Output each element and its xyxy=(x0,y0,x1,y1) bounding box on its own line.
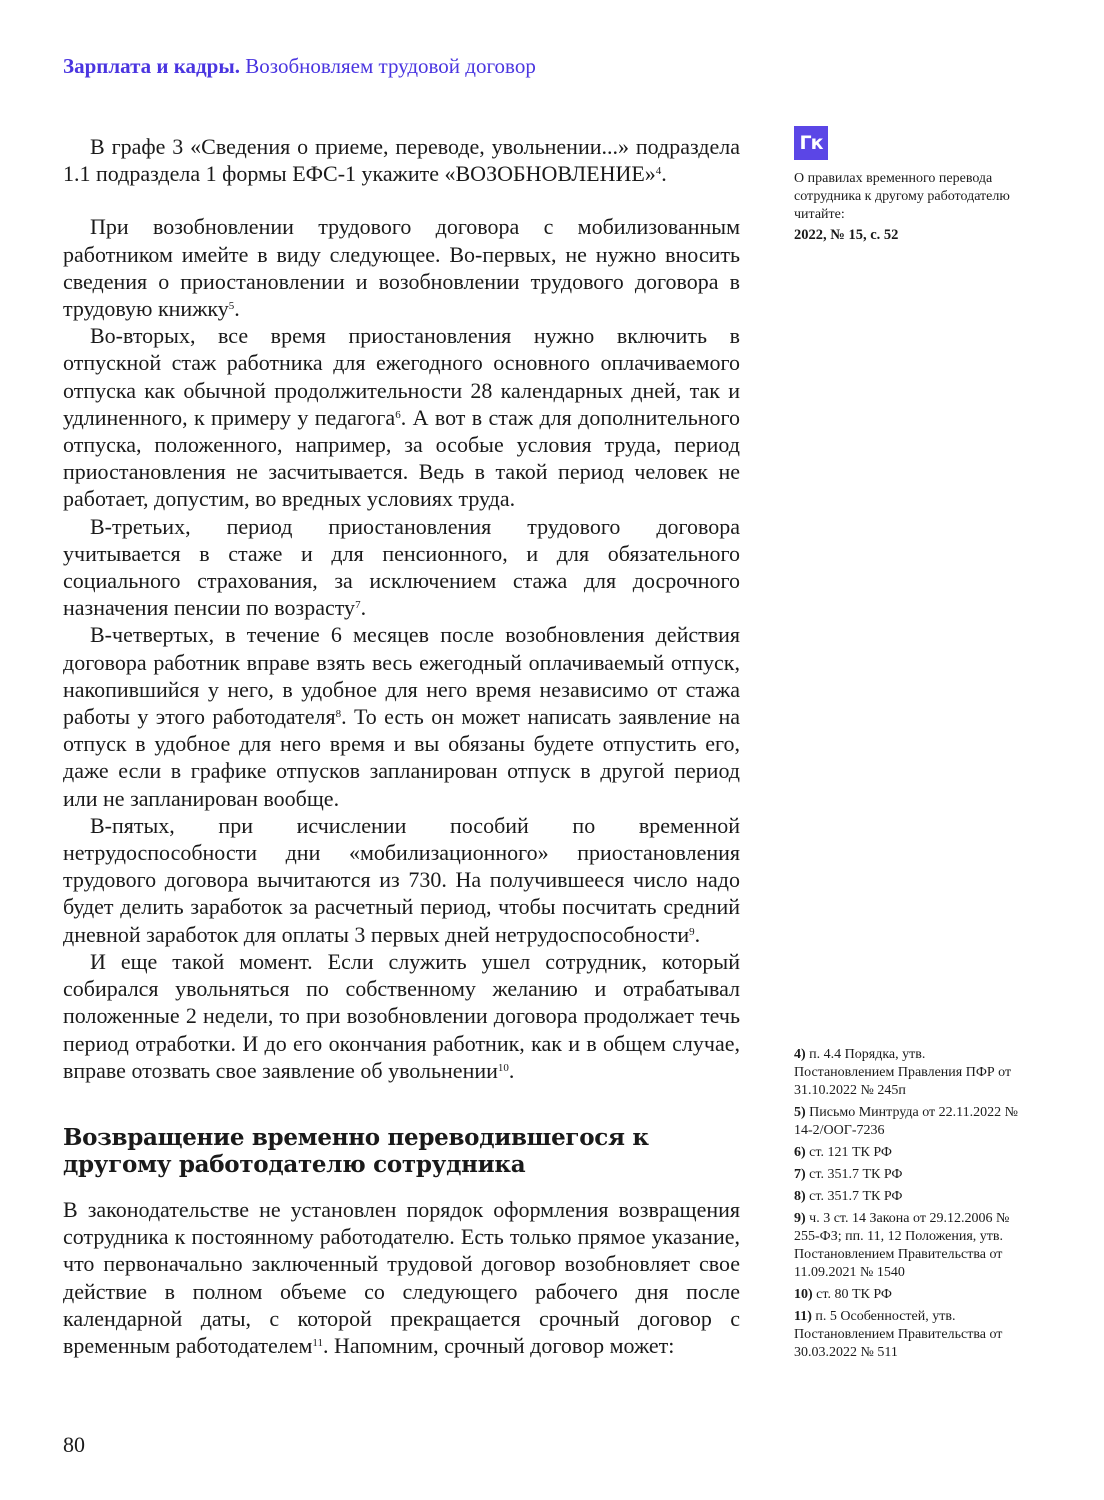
body-text xyxy=(63,133,740,1084)
running-header xyxy=(63,54,536,79)
footnote-number: 5) xyxy=(794,1105,806,1120)
paragraph-text: В-четвертых, в течение 6 месяцев после возобновления действия договора работник вправе взять весь ежегодный оплачиваемый отпуск, накопившийся у него, в удобное для него время независимо от стажа работы у этого работодателя xyxy=(63,622,740,730)
footnote-number: 8) xyxy=(794,1189,806,1204)
paragraph xyxy=(63,133,740,187)
sidebar-reference xyxy=(794,170,1024,244)
paragraph-text: В-третьих, период приостановления трудового договора учитывается в стаже и для пенсионного, и для обязательного социального страхования, за исключением стажа для досрочного назначения пенсии по возрасту xyxy=(63,513,740,621)
paragraph-text: . xyxy=(234,296,240,322)
footnote xyxy=(794,1144,1024,1162)
section-heading: Возвращение временно переводившегося к другому работодателю сотрудника xyxy=(63,1123,649,1178)
footnote-number: 10) xyxy=(794,1287,813,1302)
paragraph-text: И еще такой момент. Если служить ушел сотрудник, который собирался увольняться по собственному желанию и отрабатывал положенные 2 недели, то при возобновлении договора продолжает течь период отработки. И до его окончания работник, как и в общем случае, вправе отозвать свое заявление об увольнении xyxy=(63,948,740,1083)
footnote-text: Письмо Минтруда от 22.11.2022 № 14-2/ООГ-7236 xyxy=(794,1105,1018,1138)
body-text-after-heading xyxy=(63,1196,740,1359)
paragraph-text: . Напомним, срочный договор может: xyxy=(322,1332,675,1358)
paragraph-text: . А вот в стаж для дополнительного отпуска, положенного, например, за особые условия труда, период приостановления не засчитывается. Ведь в такой период человек не работает, допустим, во вредных условиях труда. xyxy=(63,404,740,512)
footnote xyxy=(794,1166,1024,1184)
footnote-text: п. 4.4 Порядка, утв. Постановлением Правления ПФР от 31.10.2022 № 245п xyxy=(794,1047,1012,1098)
main-column xyxy=(63,133,740,1359)
paragraph xyxy=(63,322,740,512)
paragraph xyxy=(63,812,740,948)
footnote-text: ч. 3 ст. 14 Закона от 29.12.2006 № 255-ФЗ; пп. 11, 12 Положения, утв. Постановлением Правительства от 11.09.2021 № 1540 xyxy=(794,1211,1010,1280)
footnote-marker: 10 xyxy=(497,1061,509,1074)
magazine-logo-icon: Гк xyxy=(794,126,828,160)
footnote-number: 9) xyxy=(794,1211,806,1226)
paragraph xyxy=(63,948,740,1084)
footnote-marker: 6 xyxy=(395,408,401,421)
paragraph xyxy=(63,213,740,322)
paragraph-text: . xyxy=(360,595,367,621)
footnote xyxy=(794,1308,1024,1362)
footnote xyxy=(794,1210,1024,1282)
paragraph-text: . xyxy=(694,921,701,947)
footnote-marker: 4 xyxy=(655,165,662,178)
footnote-text: ст. 80 ТК РФ xyxy=(816,1287,892,1302)
paragraph-text: В графе 3 «Сведения о приеме, переводе, увольнении...» подраздела 1.1 подраздела 1 формы ЕФС-1 укажите «ВОЗОБНОВЛЕНИЕ» xyxy=(63,134,740,187)
reference-text: О правилах временного перевода сотрудника к другому работодателю читайте: xyxy=(794,171,1010,222)
footnote-marker: 5 xyxy=(228,300,235,313)
footnote xyxy=(794,1188,1024,1206)
section-name: Зарплата и кадры. xyxy=(63,54,241,78)
paragraph xyxy=(63,1196,740,1359)
footnote-text: ст. 351.7 ТК РФ xyxy=(809,1189,903,1204)
paragraph xyxy=(63,513,740,622)
paragraph xyxy=(63,621,740,811)
footnote-number: 11) xyxy=(794,1309,812,1324)
footnote-text: ст. 121 ТК РФ xyxy=(809,1145,892,1160)
reference-issue: 2022, № 15, с. 52 xyxy=(794,227,899,243)
paragraph-text: При возобновлении трудового договора с мобилизованным работником имейте в виду следующее. Во-первых, не нужно вносить сведения о приостановлении и возобновлении трудового договора в трудовую книжку xyxy=(63,214,740,322)
paragraph-text: В-пятых, при исчислении пособий по временной нетрудоспособности дни «мобилизационного» приостановления трудового договора вычитаются из 730. На получившееся число надо будет делить заработок за расчетный период, чтобы посчитать средний дневной заработок для оплаты 3 первых дней нетрудоспособности xyxy=(63,812,740,947)
footnote xyxy=(794,1046,1024,1100)
footnote-text: п. 5 Особенностей, утв. Постановлением Правительства от 30.03.2022 № 511 xyxy=(794,1309,1003,1360)
article-title: Возобновляем трудовой договор xyxy=(245,54,536,78)
footnote-number: 7) xyxy=(794,1167,806,1182)
paragraph-text: В законодательстве не установлен порядок оформления возвращения сотрудника к постоянному работодателю. Есть только прямое указание, что первоначально заключенный трудовой договор возобновляет свое действие в полном объеме со следующего рабочего дня после календарной даты, с которой прекращается срочный договор с временным работодателем xyxy=(63,1196,740,1358)
footnote xyxy=(794,1286,1024,1304)
footnotes xyxy=(794,1046,1024,1366)
paragraph-text: . xyxy=(508,1057,515,1083)
footnote-marker: 8 xyxy=(335,708,342,721)
footnote-number: 6) xyxy=(794,1145,806,1160)
page-number: 80 xyxy=(63,1432,85,1457)
footnote-marker: 11 xyxy=(312,1336,323,1349)
paragraph-text: . То есть он может написать заявление на отпуск в удобное для него время и вы обязаны будете отпустить его, даже если в графике отпусков запланирован отпуск в другой период или не запланирован вообще. xyxy=(63,704,740,811)
footnote-marker: 9 xyxy=(689,925,695,938)
paragraph-text: Во-вторых, все время приостановления нужно включить в отпускной стаж работника для ежегодного основного оплачиваемого отпуска как обычной продолжительности 28 календарных дней, так и удлиненного, к примеру у педагога xyxy=(63,323,740,430)
paragraph-text: . xyxy=(661,161,667,187)
footnote-text: ст. 351.7 ТК РФ xyxy=(809,1167,903,1182)
footnote xyxy=(794,1104,1024,1140)
footnote-number: 4) xyxy=(794,1047,806,1062)
footnote-marker: 7 xyxy=(355,599,361,612)
